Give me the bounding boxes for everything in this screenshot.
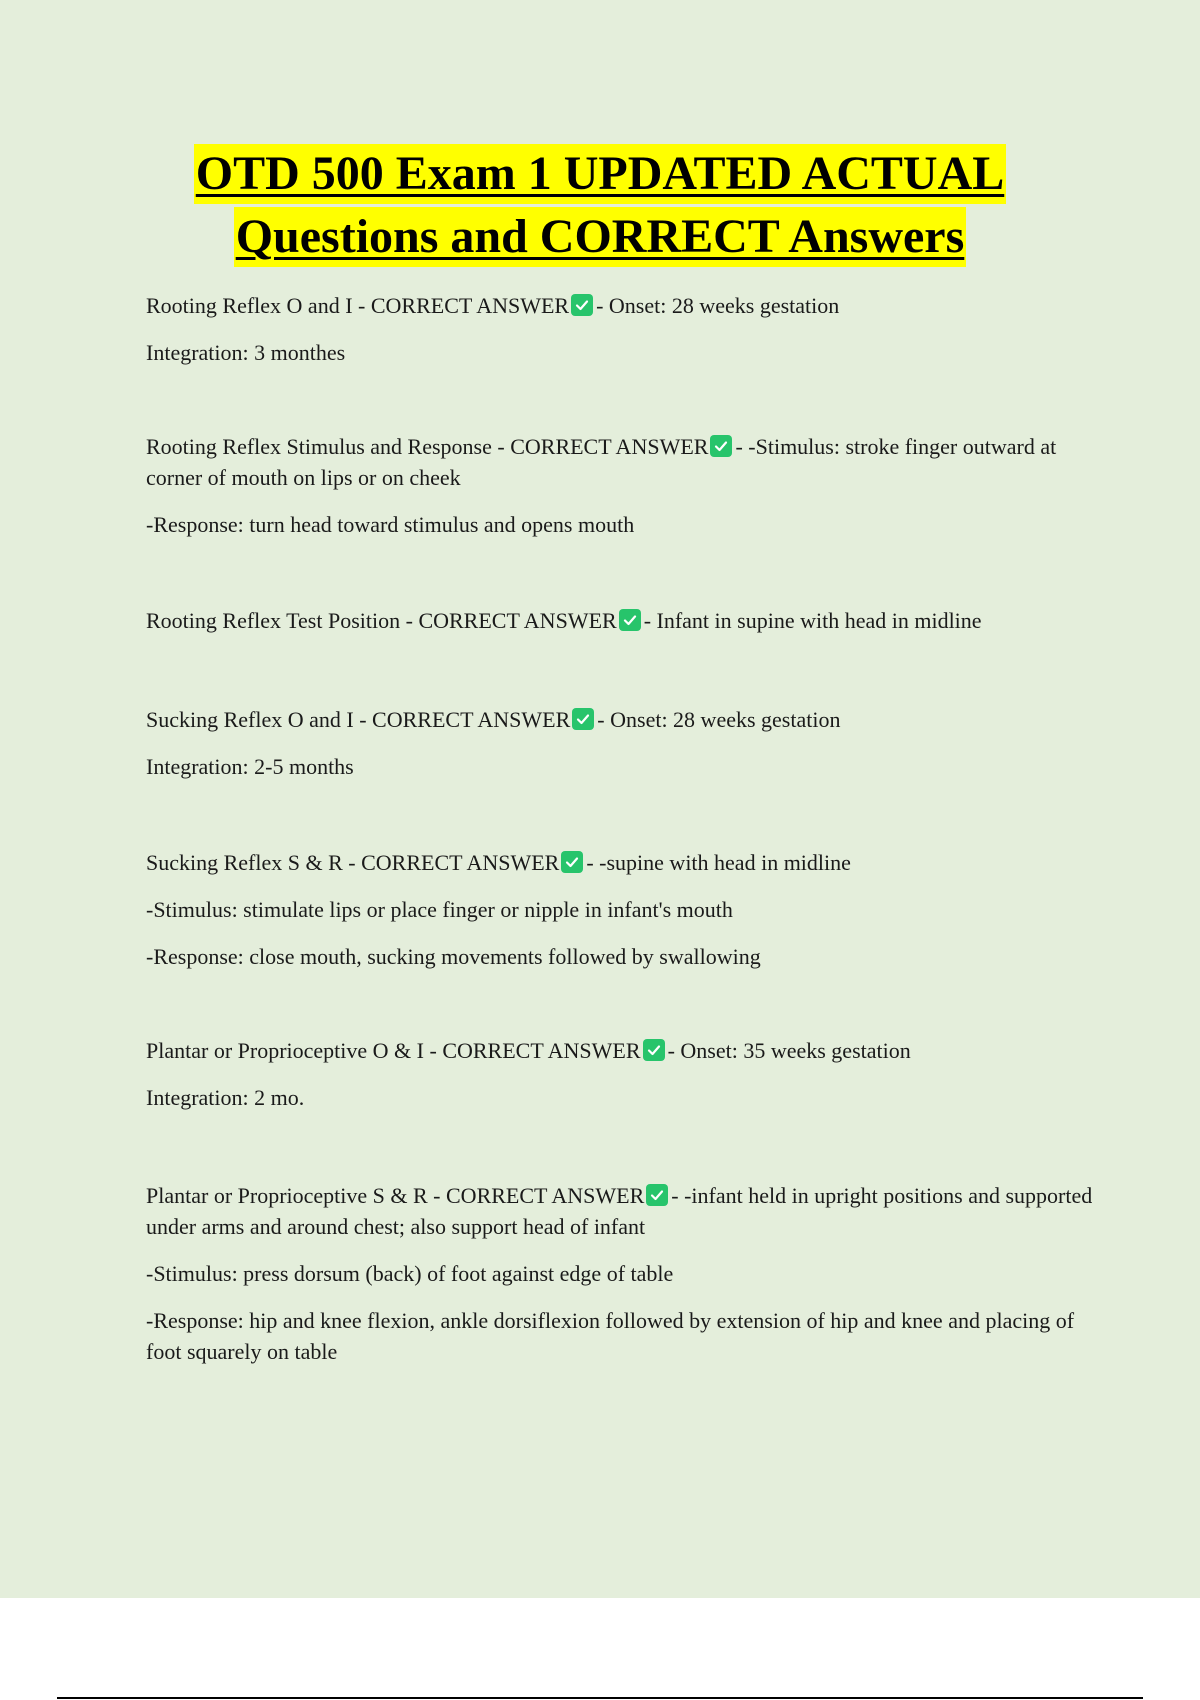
question-text: Sucking Reflex O and I - CORRECT ANSWER — [146, 707, 571, 732]
answer-text: - -supine with head in midline — [586, 850, 851, 875]
title-line-2: Questions and CORRECT Answers — [234, 207, 967, 267]
check-mark-icon — [710, 435, 732, 457]
qa-first-line — [146, 704, 1096, 735]
qa-first-line — [146, 431, 1096, 493]
check-mark-icon — [571, 294, 593, 316]
check-mark-icon — [572, 708, 594, 730]
answer-line: Integration: 2 mo. — [146, 1085, 305, 1110]
qa-entry — [146, 704, 1096, 798]
answer-line: -Response: turn head toward stimulus and opens mouth — [146, 512, 635, 537]
answer-line: Integration: 3 monthes — [146, 340, 346, 365]
question-text: Rooting Reflex Test Position - CORRECT ANSWER — [146, 608, 617, 633]
document-title — [0, 144, 1200, 270]
question-text: Rooting Reflex O and I - CORRECT ANSWER — [146, 293, 570, 318]
answer-text: - -infant held in upright positions and supported under arms and around chest; also support head of infant — [146, 1183, 1093, 1239]
answer-line: -Response: close mouth, sucking movements followed by swallowing — [146, 944, 761, 969]
answer-text: - Onset: 28 weeks gestation — [597, 707, 841, 732]
qa-first-line — [146, 605, 1096, 636]
check-mark-icon — [561, 851, 583, 873]
qa-entry — [146, 605, 1096, 652]
check-mark-icon — [646, 1184, 668, 1206]
qa-entry — [146, 847, 1096, 988]
qa-first-line — [146, 1035, 1096, 1066]
question-text: Plantar or Proprioceptive O & I - CORRECT ANSWER — [146, 1038, 641, 1063]
answer-line: -Stimulus: press dorsum (back) of foot against edge of table — [146, 1261, 674, 1286]
answer-text: - Infant in supine with head in midline — [643, 608, 982, 633]
check-mark-icon — [619, 609, 641, 631]
qa-entry — [146, 290, 1096, 384]
question-text: Sucking Reflex S & R - CORRECT ANSWER — [146, 850, 560, 875]
question-text: Plantar or Proprioceptive S & R - CORRECT ANSWER — [146, 1183, 645, 1208]
answer-text: - Onset: 28 weeks gestation — [596, 293, 840, 318]
qa-entry — [146, 431, 1096, 556]
qa-entry — [146, 1035, 1096, 1129]
qa-first-line — [146, 290, 1096, 321]
qa-first-line — [146, 847, 1096, 878]
qa-entry — [146, 1180, 1096, 1383]
qa-first-line — [146, 1180, 1096, 1242]
answer-line: -Response: hip and knee flexion, ankle dorsiflexion followed by extension of hip and knee and placing of foot squarely on table — [146, 1308, 1075, 1364]
check-mark-icon — [643, 1039, 665, 1061]
answer-line: Integration: 2-5 months — [146, 754, 354, 779]
question-text: Rooting Reflex Stimulus and Response - CORRECT ANSWER — [146, 434, 709, 459]
answer-text: - -Stimulus: stroke finger outward at corner of mouth on lips or on cheek — [146, 434, 1057, 490]
title-line-1: OTD 500 Exam 1 UPDATED ACTUAL — [194, 144, 1007, 204]
answer-text: - Onset: 35 weeks gestation — [667, 1038, 911, 1063]
footer-divider — [57, 1697, 1143, 1699]
answer-line: -Stimulus: stimulate lips or place finger or nipple in infant's mouth — [146, 897, 733, 922]
